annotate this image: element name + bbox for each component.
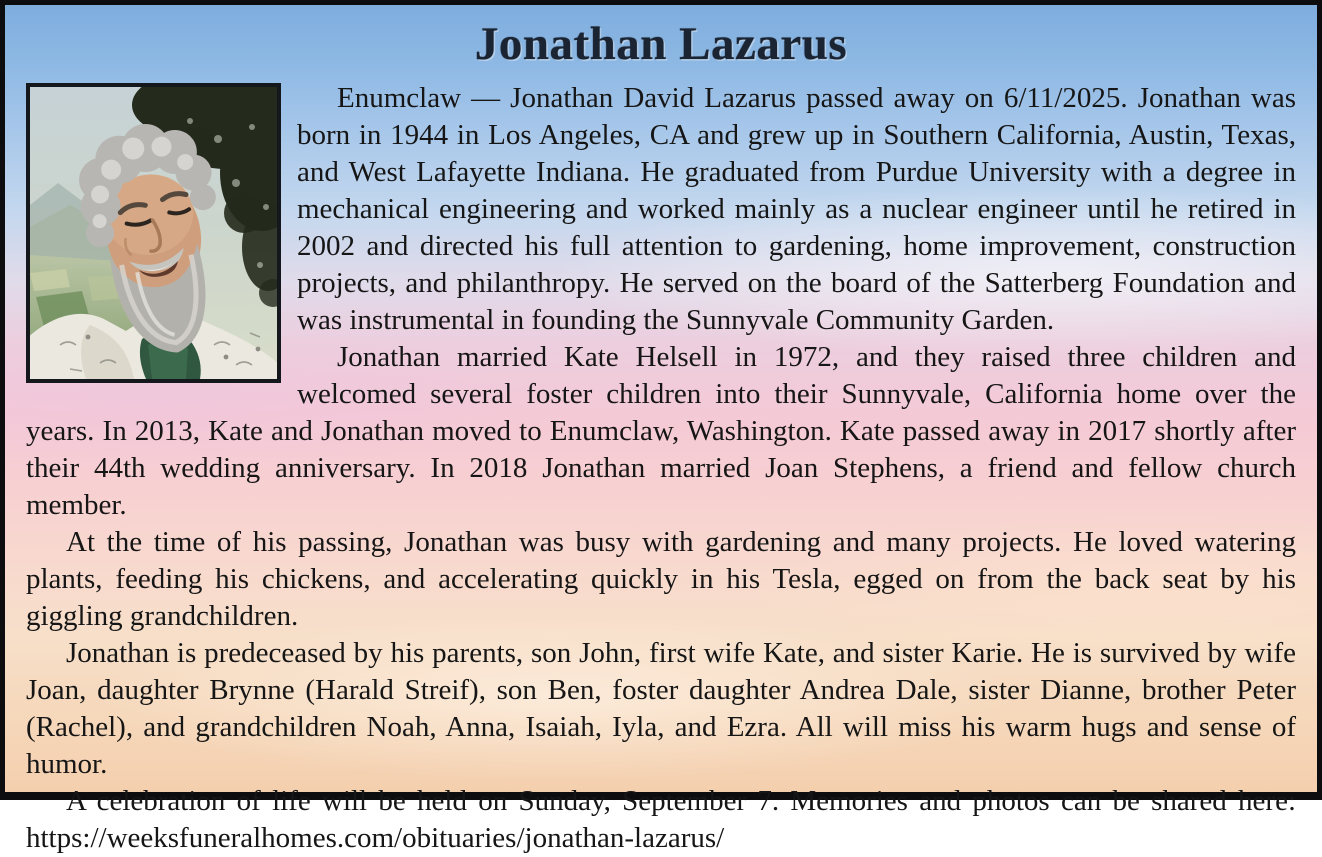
memorial-link[interactable]: https://weeksfuneralhomes.com/obituaries/jonathan-lazarus/ [26, 822, 725, 854]
obituary-paragraph-1: Enumclaw — Jonathan David Lazarus passed away on 6/11/2025. Jonathan was born in 1944 in Los Angeles, CA and grew up in Southern California, Austin, Texas, and West Lafayette Indiana. He graduated from Purdue University with a degree in mechanical engineering and worked mainly as a nuclear engineer until he retired in 2002 and directed his full attention to gardening, home improvement, construction projects, and philanthropy. He served on the board of the Satterberg Foundation and was instrumental in founding the Sunnyvale Community Garden. [297, 82, 1296, 336]
page-title: Jonathan Lazarus [474, 18, 848, 70]
celebration-of-life-text: A celebration of life will be held on Sunday, September 7. Memories and photos can be shared here: [66, 785, 1296, 817]
obituary-body [26, 80, 1296, 857]
obituary-paragraph-2: Jonathan married Kate Helsell in 1972, and they raised three children and welcomed several foster children into their Sunnyvale, California home over the years. In 2013, Kate and Jonathan moved to Enumclaw, Washington. Kate passed away in 2017 shortly after their 44th wedding anniversary. In 2018 Jonathan married Joan Stephens, a friend and fellow church member. [26, 341, 1296, 521]
obituary-paragraph-4: Jonathan is predeceased by his parents, son John, first wife Kate, and sister Karie. He is survived by wife Joan, daughter Brynne (Harald Streif), son Ben, foster daughter Andrea Dale, sister Dianne, brother Peter (Rachel), and grandchildren Noah, Anna, Isaiah, Iyla, and Ezra. All will miss his warm hugs and sense of humor. [26, 637, 1296, 780]
portrait-image [30, 87, 277, 379]
obituary-paragraph-5 [26, 783, 1296, 857]
portrait-photo [26, 83, 281, 383]
obituary-paragraph-3: At the time of his passing, Jonathan was busy with gardening and many projects. He loved watering plants, feeding his chickens, and accelerating quickly in his Tesla, egged on from the back seat by his giggling grandchildren. [26, 526, 1296, 632]
